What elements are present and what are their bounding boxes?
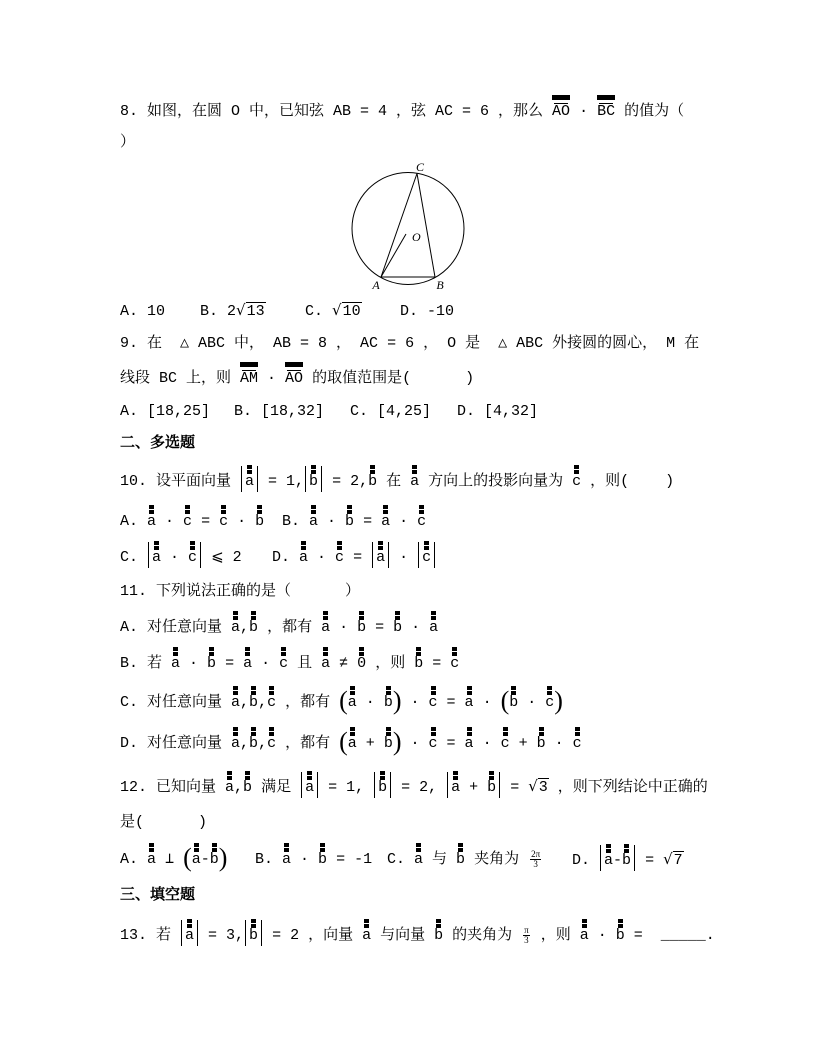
vector-symbol: b [309,473,319,490]
q11-option-b [120,649,459,679]
text-run: B. 若 [120,655,172,672]
vector-symbol: b [209,851,219,868]
vector-symbol: c [545,694,555,711]
square-root [528,778,549,796]
text-run: = [344,549,372,566]
text-run: A. [120,513,148,530]
q9-option-c [350,397,431,427]
vector-symbol: b [318,851,328,868]
text-run: ，则下列结论中正确的 [548,779,708,796]
q8-option-c [305,297,362,327]
vector-symbol: AM [240,370,259,387]
text-run: ⊥ [156,851,184,868]
text-run: = 1, [319,779,374,796]
vector-symbol: b [456,851,466,868]
text-run: 11. 下列说法正确的是（ ） [120,583,361,600]
text-run: B. 2 [200,303,237,320]
text-run: = [192,513,220,530]
q10-option-b [282,507,426,537]
vector-symbol: b [393,619,403,636]
text-run: 满足 [252,779,301,796]
text-run: · [156,513,184,530]
vector-symbol: a [243,655,253,672]
vector-symbol: a [414,851,424,868]
text-run: · [545,735,573,752]
text-run: - [613,852,623,869]
text-run: ，则( ) [581,473,675,490]
text-run: = _____. [624,927,715,944]
absolute-value [241,466,258,492]
q10-option-c [120,542,242,572]
text-run: 是( ) [120,814,208,831]
vector-symbol: a [410,473,420,490]
absolute-value [245,920,262,946]
vector-symbol: b [207,655,217,672]
text-run: · [318,513,346,530]
text-run: = [216,655,244,672]
text-run: = [501,779,529,796]
vector-symbol: a [152,549,162,566]
chord-ac [381,174,417,278]
absolute-value [447,772,500,798]
vector-symbol: c [428,735,438,752]
text-run: · [291,851,319,868]
text-run: = 2 ，向量 [263,927,363,944]
q8-option-d [400,297,454,327]
large-parenthesis: ( [339,727,348,756]
text-run: · [161,549,189,566]
vector-symbol: c [279,655,289,672]
text-run: + [356,735,384,752]
vector-symbol: b [243,779,253,796]
large-parenthesis: ) [392,686,402,715]
text-run: ，都有 [276,694,340,711]
vector-symbol: c [417,513,427,530]
q13-stem [120,920,715,950]
q12-option-c [387,845,543,875]
q9-option-a [120,397,210,427]
section-heading-fill-in [120,881,195,911]
vector-symbol: b [249,619,259,636]
radicand: 7 [673,852,683,869]
text-run: B. [18,32] [234,403,325,420]
radical-sign: √ [332,301,342,319]
text-run: = [366,619,394,636]
text-run: = [354,513,382,530]
vector-symbol: b [414,655,424,672]
vector-symbol: c [450,655,460,672]
text-run: C. [4,25] [350,403,432,420]
point-b-label: B [436,278,444,292]
absolute-value [372,542,389,568]
text-run: - [200,851,210,868]
q10-option-d [272,542,436,572]
chord-bc [417,174,435,278]
fraction-numerator: π [524,924,529,935]
vector-symbol: a [147,513,157,530]
absolute-value [374,772,391,798]
text-run: · [252,655,280,672]
text-run: = 1, [259,473,305,490]
text-run: , [258,735,268,752]
text-run: · [473,694,501,711]
vector-symbol: a [376,549,386,566]
text-run: A. 对任意向量 [120,619,232,636]
large-parenthesis: ) [392,727,402,756]
q10-option-a [120,507,264,537]
text-run: = 3, [199,927,245,944]
vector-symbol: a [185,927,195,944]
vector-symbol: a [464,735,474,752]
text-run: · [180,655,208,672]
q11-stem [120,577,360,607]
square-root [236,302,266,320]
absolute-value [305,466,322,492]
q10-stem [120,466,674,496]
q12-stem-line-2 [120,808,207,838]
large-parenthesis: ) [554,686,563,715]
text-run: · [402,619,430,636]
vector-symbol: a [171,655,181,672]
text-run: 8. 如图，在圆 O 中，已知弦 AB = 4 ，弦 AC = 6 ，那么 [120,103,553,120]
q8-option-b [200,297,266,327]
vector-symbol: a [225,779,235,796]
large-parenthesis: ( [339,686,348,715]
text-run: ，都有 [276,735,340,752]
circle-o-figure [340,160,480,296]
absolute-value [301,772,318,798]
text-run: · [401,694,429,711]
radicand: 10 [342,303,361,320]
vector-symbol: c [572,735,582,752]
absolute-value [600,845,635,871]
radical-sign: √ [528,777,538,795]
vector-symbol: a [305,779,315,796]
text-run: 10. 设平面向量 [120,473,241,490]
vector-symbol: b [615,927,625,944]
text-run: 的值为（ [615,103,685,120]
vector-symbol: c [428,694,438,711]
text-run: C. [120,549,148,566]
fraction [530,850,541,869]
point-c-label: C [415,160,425,174]
q9-stem-line-1 [120,329,699,359]
q12-option-b [255,845,372,875]
vector-symbol: b [487,779,497,796]
vector-symbol: b [378,779,388,796]
text-run: = 2, [392,779,447,796]
large-parenthesis: ( [500,686,510,715]
text-run: A. 10 [120,303,166,320]
text-run: + [460,779,488,796]
text-run: · [356,694,384,711]
q9-stem-line-2 [120,364,474,394]
text-run: D. [572,852,600,869]
text-run: · [473,735,501,752]
vector-symbol: c [183,513,193,530]
square-root [663,851,684,869]
fraction-denominator: 3 [524,934,529,945]
vector-symbol: a [347,694,357,711]
text-run: 的取值范围是( ) [303,370,475,387]
q11-option-a [120,613,438,643]
vector-symbol: a [282,851,292,868]
vector-symbol: a [321,619,331,636]
q9-option-d [457,397,538,427]
vector-symbol: c [572,473,582,490]
absolute-value [418,542,435,568]
vector-symbol: a [231,619,241,636]
vector-symbol: b [536,735,546,752]
text-run: · [518,694,546,711]
text-run: 三、填空题 [120,887,196,904]
radicand: 3 [538,779,548,796]
text-run: , [258,694,268,711]
text-run: , [240,735,250,752]
q8-option-a [120,297,165,327]
vector-symbol: c [422,549,432,566]
vector-symbol: c [267,735,277,752]
q11-option-d [120,729,582,759]
text-run: 夹角为 [465,851,529,868]
text-run: , [234,779,244,796]
vector-symbol: AO [552,103,571,120]
text-run: = -1 [327,851,373,868]
fraction-denominator: 3 [533,858,538,869]
vector-symbol: b [357,619,367,636]
text-run: 方向上的投影向量为 [419,473,573,490]
text-run: D. 对任意向量 [120,735,232,752]
q8-stem-line-1 [120,97,684,127]
text-run: , [240,619,250,636]
text-run: + [509,735,537,752]
text-run: = [423,655,451,672]
vector-symbol: a [464,694,474,711]
text-run: B. [282,513,310,530]
vector-symbol: b [383,694,393,711]
text-run: = [437,694,465,711]
text-run: · [401,735,429,752]
text-run: 9. 在 △ ABC 中， AB = 8 ， AC = 6 ， O 是 △ ABC 外接圆的圆心， M 在 [120,335,700,352]
absolute-value [181,920,198,946]
vector-symbol: b [368,473,378,490]
vector-symbol: a [147,851,157,868]
vector-symbol: b [345,513,355,530]
text-run: 的夹角为 [443,927,522,944]
vector-symbol: a [362,927,372,944]
vector-symbol: b [249,694,259,711]
text-run: 13. 若 [120,927,181,944]
q8-stem-line-2 [120,128,135,158]
q9-option-b [234,397,324,427]
text-run: 二、多选题 [120,435,196,452]
radicand: 13 [246,303,265,320]
text-run: C. [305,303,333,320]
text-run: A. [18,25] [120,403,211,420]
vector-symbol: a [347,735,357,752]
text-run: D. [4,32] [457,403,539,420]
text-run: · [308,549,336,566]
text-run: 与向量 [371,927,435,944]
q12-stem-line-1 [120,772,708,802]
text-run: D. [272,549,300,566]
text-run: ，则 [366,655,415,672]
square-root [332,302,362,320]
text-run: · [330,619,358,636]
text-run: ，都有 [258,619,322,636]
vector-symbol: a [604,852,614,869]
radical-sign: √ [236,301,246,319]
vector-symbol: b [249,927,259,944]
text-run: = 2, [323,473,369,490]
vector-symbol: b [249,735,259,752]
fraction [523,926,530,945]
q12-option-a [120,845,227,875]
text-run: D. -10 [400,303,455,320]
vector-symbol: b [255,513,265,530]
text-run: C. [387,851,415,868]
large-parenthesis: ( [183,843,192,872]
text-run: 12. 已知向量 [120,779,226,796]
absolute-value [148,542,201,568]
radical-sign: √ [663,850,673,868]
vector-symbol: a [231,694,241,711]
text-run: 且 [288,655,322,672]
vector-symbol: c [500,735,510,752]
vector-symbol: a [231,735,241,752]
text-run: · [570,103,598,120]
vector-symbol: a [299,549,309,566]
vector-symbol: c [219,513,229,530]
center-o-label: O [412,230,421,244]
vector-symbol: a [429,619,439,636]
vector-symbol: a [381,513,391,530]
text-run: ） [120,134,136,151]
vector-symbol: a [191,851,201,868]
vector-symbol: c [335,549,345,566]
vector-symbol: a [309,513,319,530]
text-run: ，则 [531,927,580,944]
vector-symbol: BC [597,103,616,120]
text-run: A. [120,851,148,868]
circle-o [352,173,464,285]
text-run: = [636,852,664,869]
text-run: C. 对任意向量 [120,694,232,711]
vector-symbol: a [321,655,331,672]
vector-symbol: b [383,735,393,752]
text-run: · [390,549,418,566]
vector-symbol: b [509,694,519,711]
text-run: B. [255,851,283,868]
vector-symbol: a [451,779,461,796]
vector-symbol: b [622,852,632,869]
fraction-numerator: 2π [531,848,541,859]
point-a-label: A [372,278,380,292]
text-run: 线段 BC 上，则 [120,370,241,387]
text-run: · [390,513,418,530]
vector-symbol: c [188,549,198,566]
vector-symbol: b [434,927,444,944]
text-run: · [588,927,616,944]
large-parenthesis: ) [218,843,228,872]
text-run: ≠ [330,655,358,672]
text-run: · [228,513,256,530]
text-run: = [437,735,465,752]
text-run: 与 [423,851,457,868]
q11-option-c [120,688,563,718]
section-heading-multiple-choice [120,429,195,459]
text-run: · [258,370,286,387]
vector-symbol: a [579,927,589,944]
vector-symbol: AO [285,370,304,387]
q12-option-d [572,845,684,875]
text-run: 在 [377,473,411,490]
text-run: ⩽ 2 [202,549,242,566]
vector-symbol: c [267,694,277,711]
vector-symbol: a [245,473,255,490]
text-run: , [240,694,250,711]
vector-symbol: 0 [357,655,367,672]
